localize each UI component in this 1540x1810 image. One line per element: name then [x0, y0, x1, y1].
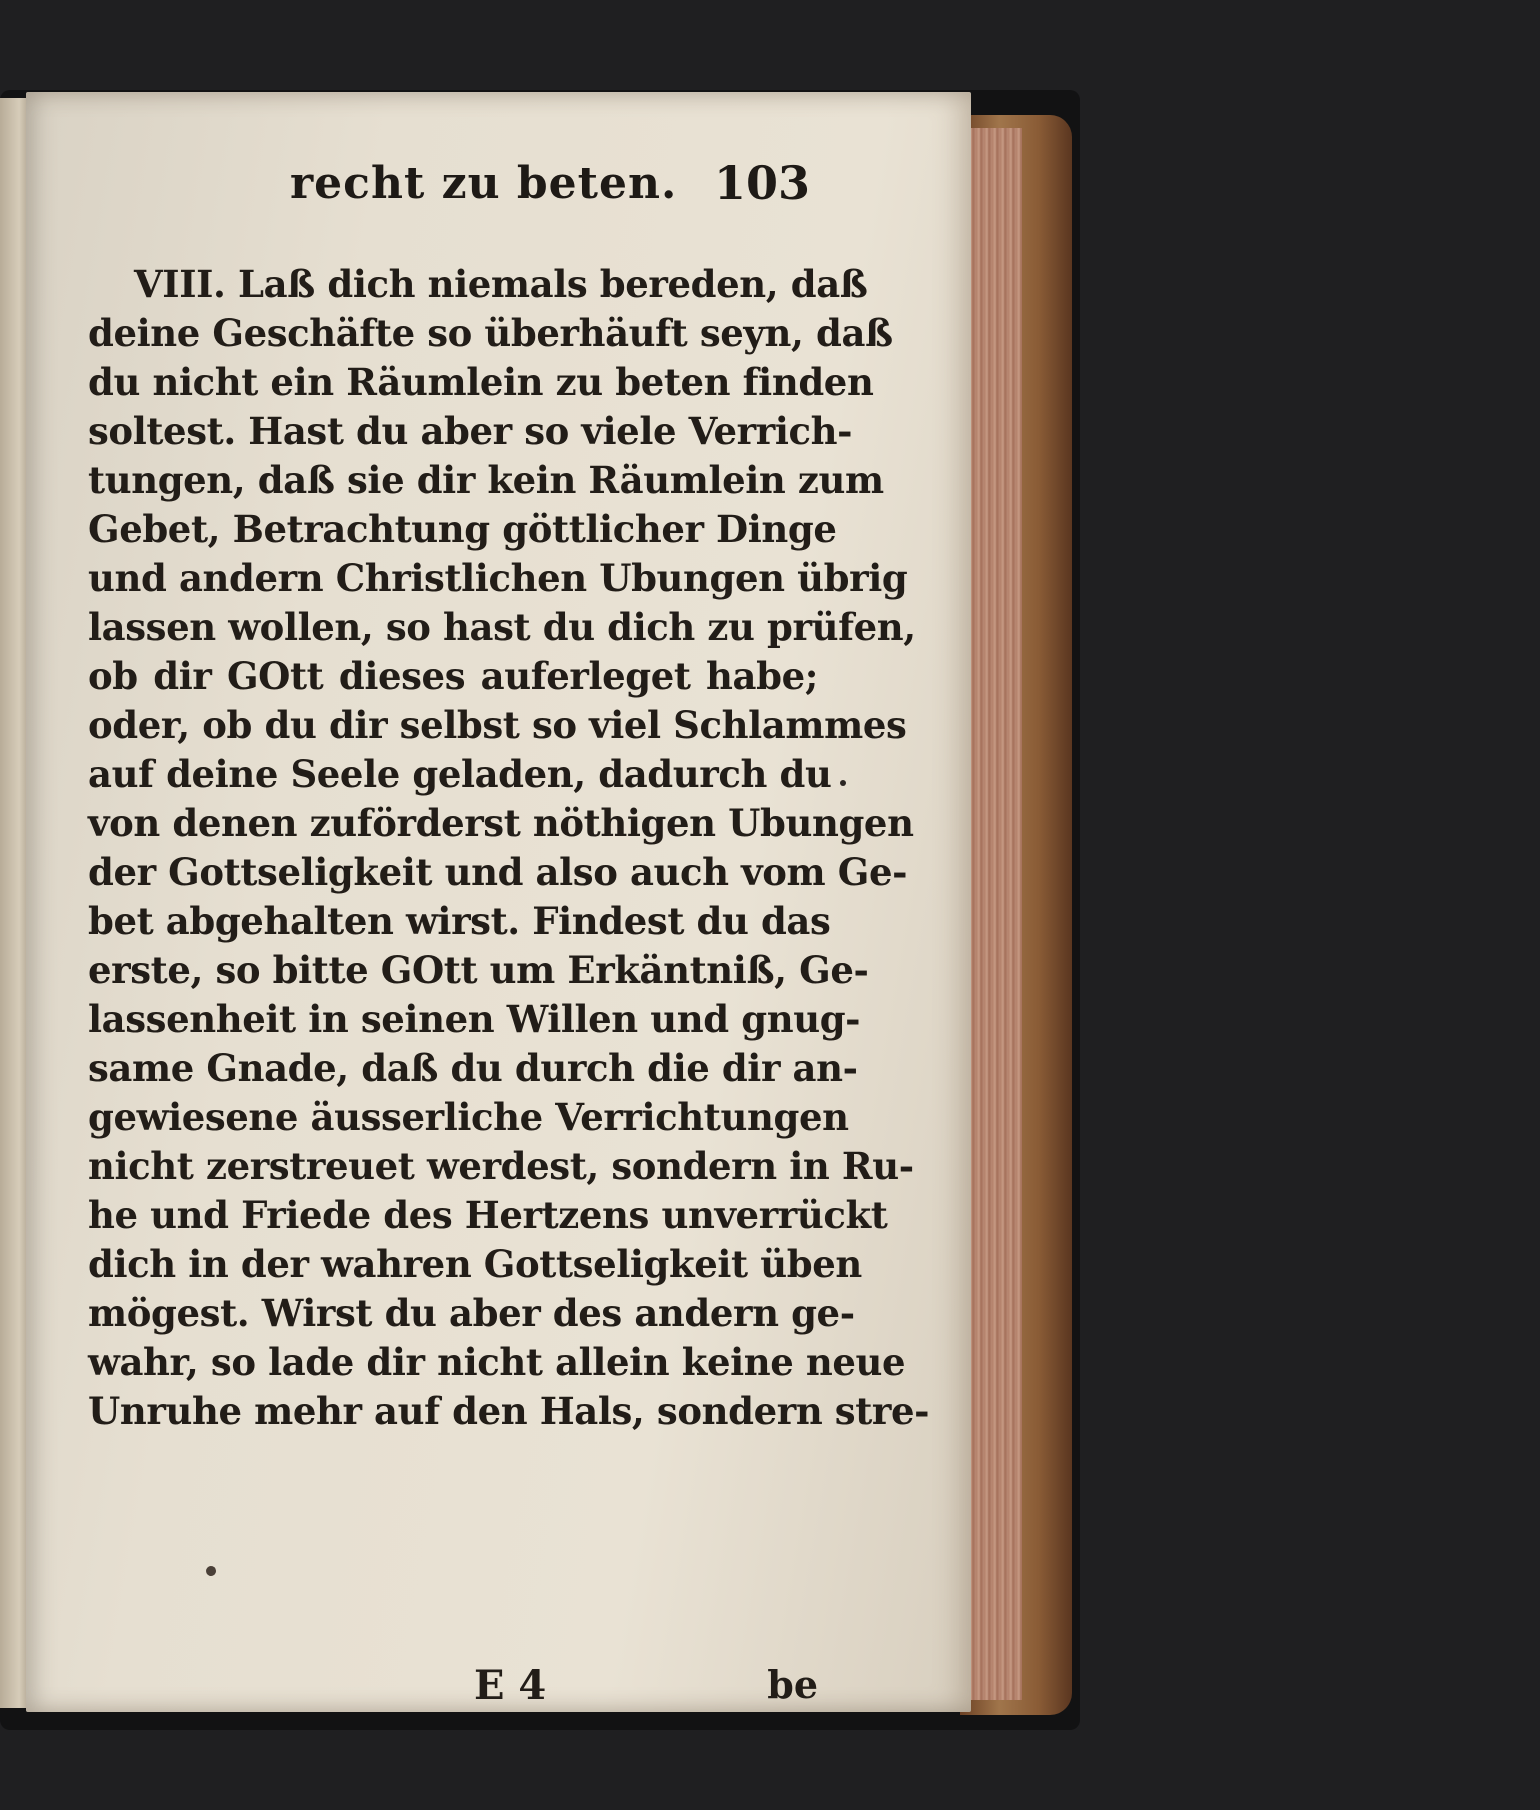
text-line: von denen zuförderst nöthigen Ubungen [88, 801, 914, 845]
text-line: dich in der wahren Gottseligkeit üben [88, 1242, 862, 1286]
text-line: VIII. Laß dich niemals bereden, daß [134, 262, 868, 306]
text-line: mögest. Wirst du aber des andern ge- [88, 1291, 855, 1335]
text-line: nicht zerstreuet werdest, sondern in Ru- [88, 1144, 914, 1188]
running-head-title: recht zu beten. [290, 158, 678, 209]
text-line: du nicht ein Räumlein zu beten finden [88, 360, 874, 404]
text-line: lassenheit in seinen Willen und gnug- [88, 997, 861, 1041]
text-line: soltest. Hast du aber so viele Verrich- [88, 409, 853, 453]
text-line: tungen, daß sie dir kein Räumlein zum [88, 458, 884, 502]
text-line: gewiesene äusserliche Verrichtungen [88, 1095, 849, 1139]
text-line: lassen wollen, so hast du dich zu prüfen, [88, 605, 916, 649]
text-line: und andern Christlichen Ubungen übrig [88, 556, 908, 600]
body-text [88, 260, 930, 1436]
text-line: ob dir GOtt dieses auferleget habe; [88, 654, 818, 698]
text-line: oder, ob du dir selbst so viel Schlammes [88, 703, 907, 747]
text-line: bet abgehalten wirst. Findest du das [88, 899, 831, 943]
text-line: der Gottseligkeit und also auch vom Ge- [88, 850, 908, 894]
text-line: he und Friede des Hertzens unverrückt [88, 1193, 888, 1237]
ink-speck [840, 780, 846, 786]
text-line: Unruhe mehr auf den Hals, sondern stre- [88, 1389, 930, 1433]
text-line: wahr, so lade dir nicht allein keine neue [88, 1340, 906, 1384]
text-line: same Gnade, daß du durch die dir an- [88, 1046, 858, 1090]
page-number: 103 [713, 156, 810, 210]
running-head [80, 150, 810, 220]
text-line: erste, so bitte GOtt um Erkäntniß, Ge- [88, 948, 869, 992]
page-footer [88, 1662, 818, 1722]
text-line: Gebet, Betrachtung göttlicher Dinge [88, 507, 837, 551]
signature-mark: E 4 [474, 1662, 547, 1709]
text-line: deine Geschäfte so überhäuft seyn, daß [88, 311, 893, 355]
text-line: auf deine Seele geladen, dadurch du [88, 752, 832, 796]
catchword: be [767, 1662, 818, 1707]
